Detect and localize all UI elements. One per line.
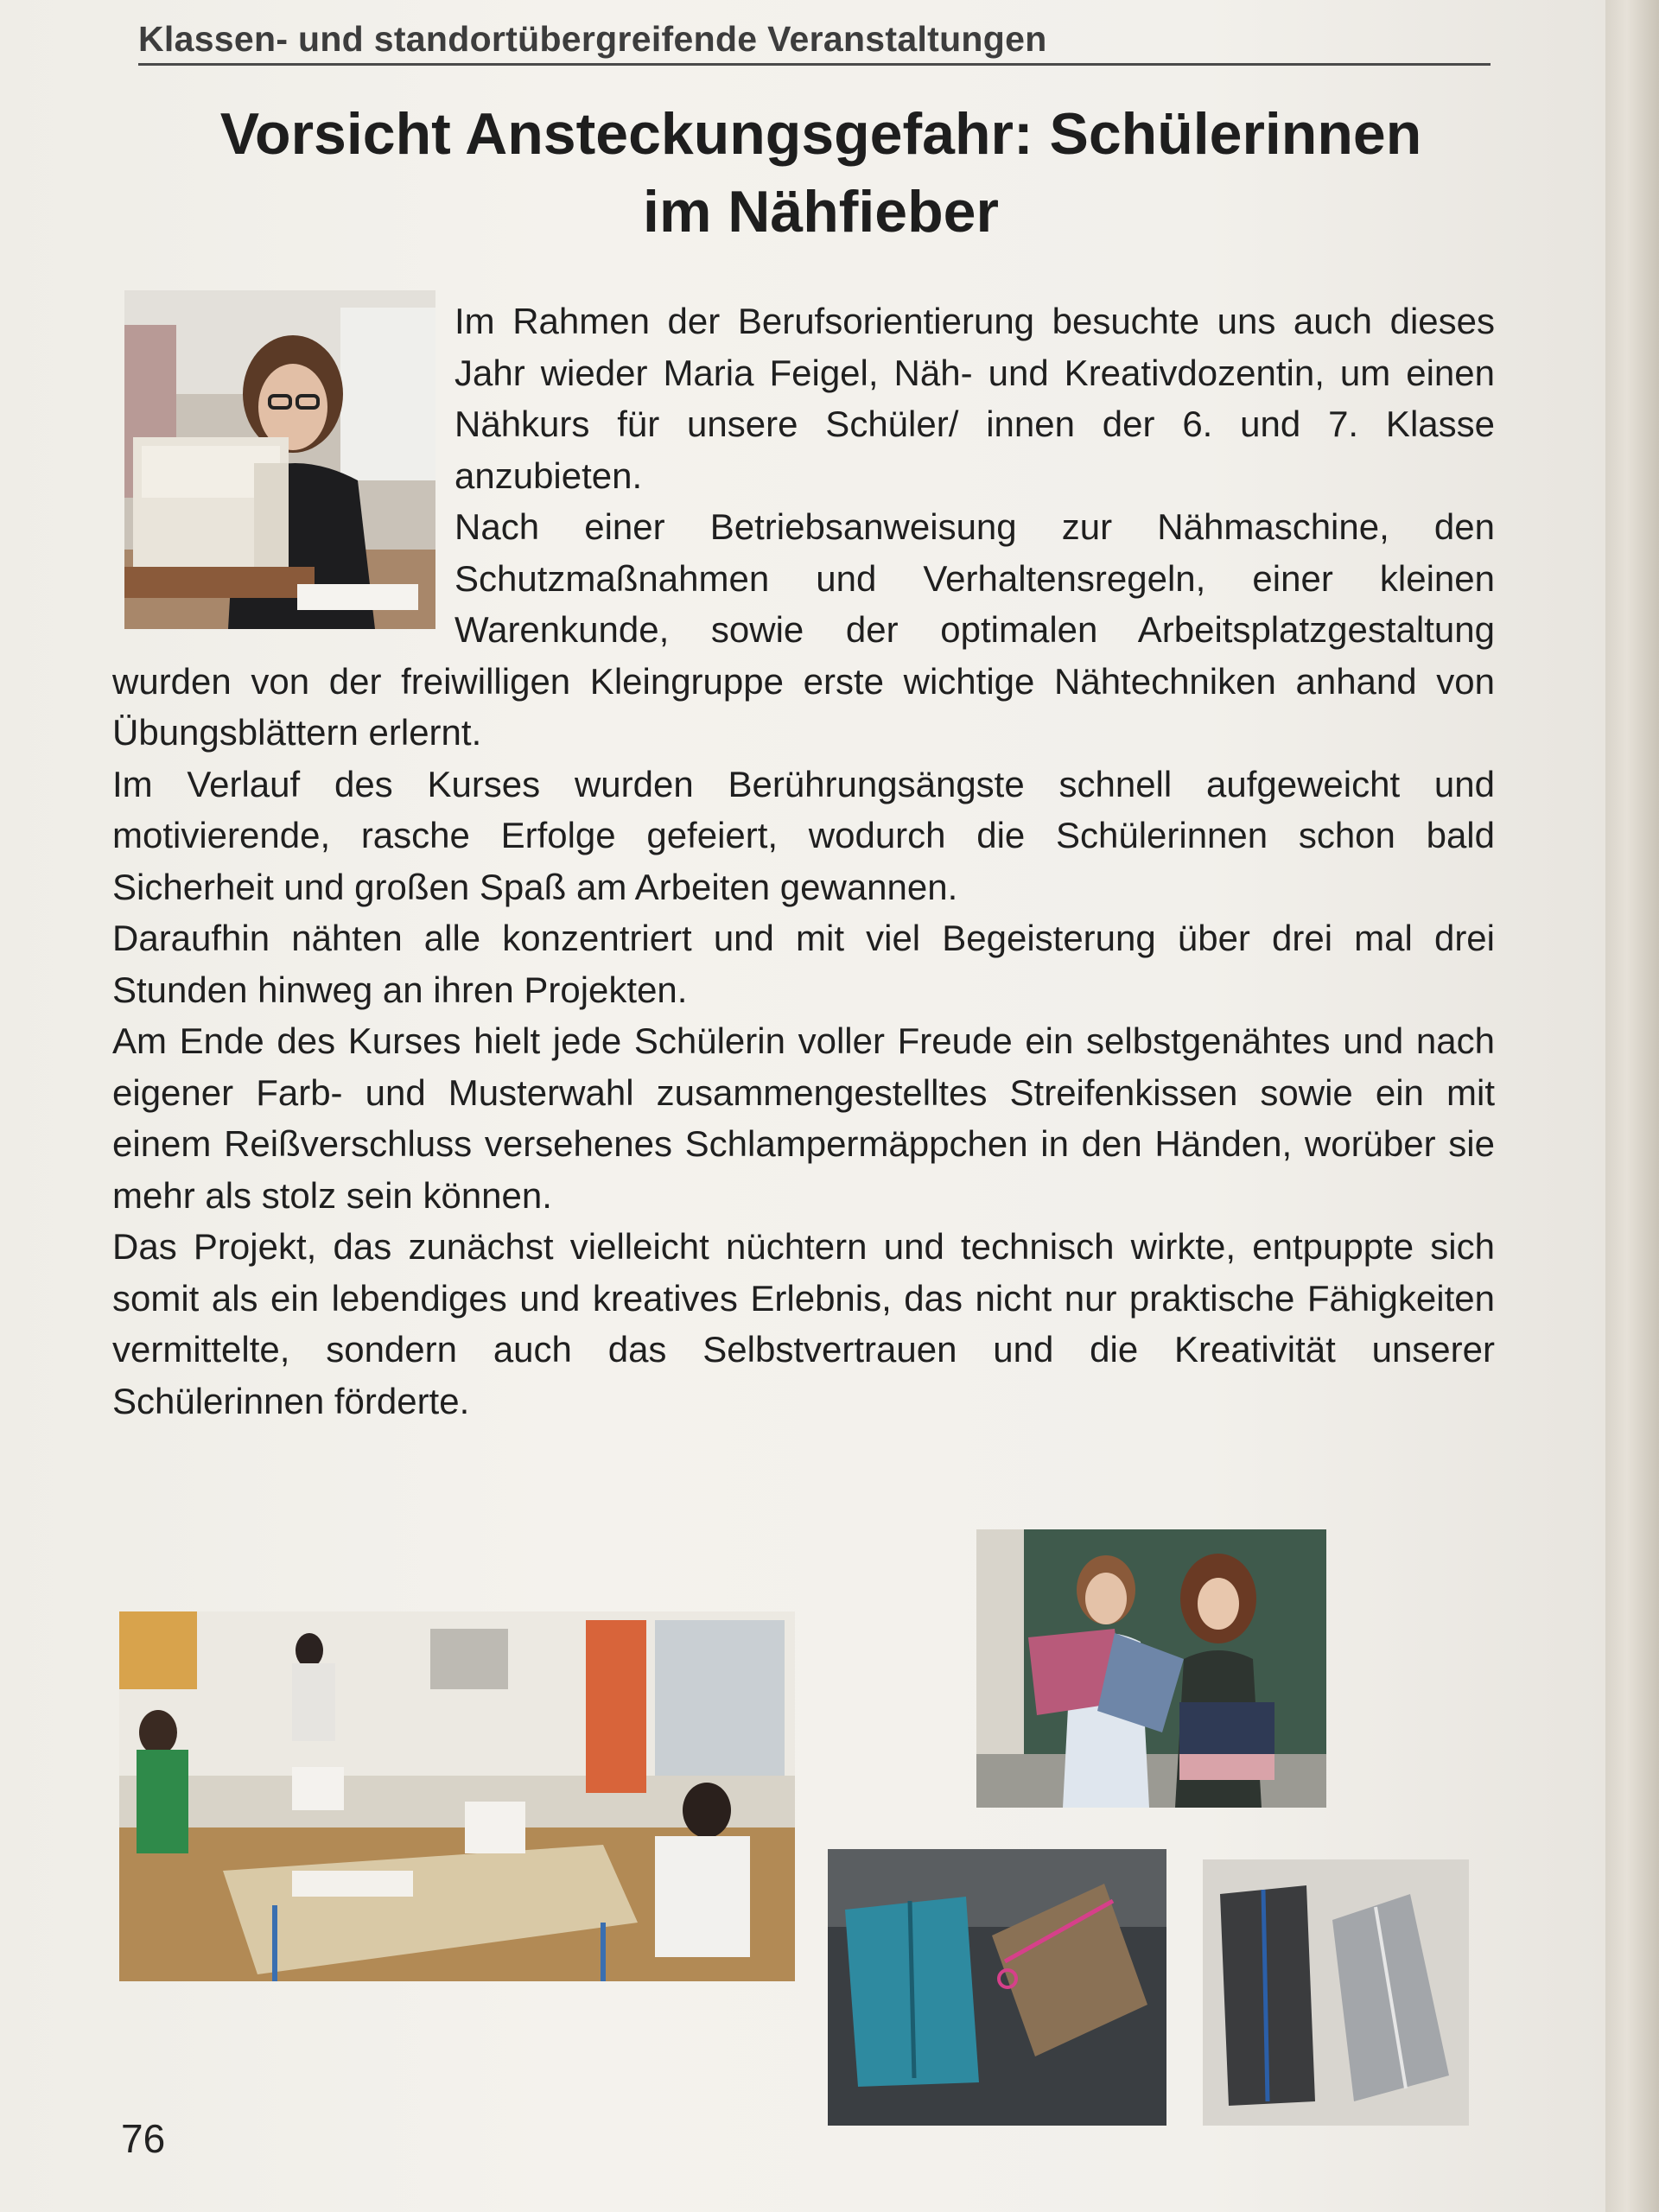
photo-pencil-cases-blue-gold [828, 1849, 1166, 2126]
page-number: 76 [121, 2116, 166, 2161]
paragraph-5: Am Ende des Kurses hielt jede Schülerin voller Freude ein selbstgenähtes und nach eigener Farb- und Musterwahl zusammengestelltes Streifenkissen sowie ein mit einem Reißverschluss versehenes Schlampermäppchen in den Händen, worüber sie mehr als stolz sein können. [112, 1020, 1495, 1216]
paragraph-3: Im Verlauf des Kurses wurden Berührungsängste schnell aufgeweicht und motivierende, rasche Erfolge gefeiert, wodurch die Schülerinnen schon bald Sicherheit und großen Spaß am Arbeiten gewannen. [112, 763, 1495, 907]
paragraph-1: Im Rahmen der Berufsorientierung besuchte uns auch dieses Jahr wieder Maria Feigel, Näh- und Kreativdozentin, um einen Nähkurs für unsere Schüler/ innen der 6. und 7. Klasse anzubieten. [454, 301, 1495, 496]
paragraph-2: Nach einer Betriebsanweisung zur Nähmaschine, den Schutzmaßnahmen und Verhaltensregeln, einer kleinen Warenkunde, sowie der optimalen Arbeitsplatzgestaltung wurden von der freiwilligen Kleingruppe erste wichtige Nähtechniken anhand von Übungsblättern erlernt. [112, 506, 1495, 753]
article-body [112, 296, 1495, 1427]
paragraph-6: Das Projekt, das zunächst vielleicht nüchtern und technisch wirkte, entpuppte sich somit als ein lebendiges und kreatives Erlebnis, das nicht nur praktische Fähigkeiten vermittelte, sondern auch das Selbstvertrauen und die Kreativität unserer Schülerinnen förderte. [112, 1226, 1495, 1421]
photo-pencil-cases-black-silver [1203, 1859, 1469, 2126]
article-title [130, 95, 1512, 251]
photo-teacher-and-student-with-pillows [976, 1529, 1326, 1808]
photo-classroom-sewing [119, 1611, 795, 1981]
section-header: Klassen- und standortübergreifende Veranstaltungen [138, 19, 1491, 66]
paragraph-4: Daraufhin nähten alle konzentriert und mit viel Begeisterung über drei mal drei Stunden hinweg an ihren Projekten. [112, 918, 1495, 1010]
article-title-line-1: Vorsicht Ansteckungsgefahr: Schülerinnen [219, 101, 1422, 167]
article-title-line-2: im Nähfieber [643, 179, 999, 245]
page-edge [1605, 0, 1659, 2212]
photo-girl-at-sewing-machine [124, 290, 435, 629]
